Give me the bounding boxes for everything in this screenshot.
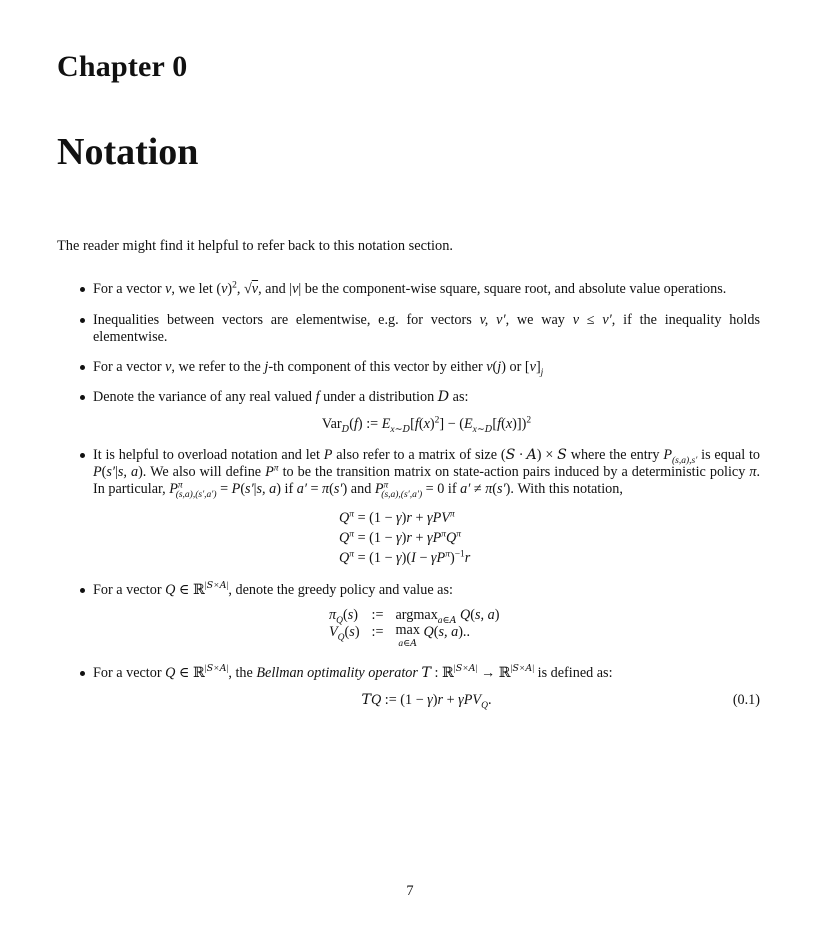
chapter-title: Notation [57,131,199,173]
text: , if the inequality holds elementwise. [93,312,760,345]
math-square: $(v)^2$ [216,280,237,297]
text: . We also will define [142,464,266,480]
q-equation-1: $Q^\pi = (1 - \gamma)r + \gamma PV^\pi$ [339,509,455,526]
math-Q-in-R: Q ∈ ℝ$^{|S\times A|}$ [165,580,229,598]
math-entry: $P_{(s,a),s'}$ [663,447,698,466]
math-size: (S · A) × S [500,447,567,463]
math-Ppi-zero: $P^\pi_{(s,a),(s',a')} = 0$ [374,480,445,500]
text: For a vector [93,582,166,598]
text: is equal to [697,447,760,463]
math-operator-signature: T : ℝ$^{|S\times A|}$ → ℝ$^{|S\times A|}$ [421,663,535,681]
math-vj: v(j) [486,359,506,375]
text: . In particular, [93,464,760,497]
greedy-policy-row: $\pi_Q(s)$ := argmax$_{a\in A}$ Q(s, a) [329,607,500,626]
chapter-label: Chapter 0 [57,50,188,83]
operator-name: Bellman optimality operator [256,665,418,681]
text: -th component of this vector by either [268,359,487,375]
variance-equation: Var$_D$(f) := $E_{x\sim D}[f(x)^2] - (E_{x\sim D}[f(x)])^2$ [321,415,532,435]
bullet-overload [57,447,760,568]
math-cond2: a′ ≠ π(s′) [460,481,511,497]
text: , the [228,665,257,681]
text: also refer to a matrix of size [332,447,501,463]
text: as: [449,389,469,405]
max-operator: max a∈A [395,622,420,649]
text: be the component-wise square, square root, and absolute value operations. [301,281,727,297]
argmax-word: argmax [395,607,438,623]
equation-number: (0.1) [732,692,760,708]
bellman-equation [93,692,760,709]
math-sqrt: √v [243,281,259,297]
bullet-vector-operations: For a vector v, we let $(v)^2$, √v, and |v| be the component-wise square, square root, and absolute value operations. [57,281,760,298]
text: and [347,481,375,497]
text: or [505,359,525,375]
bullet-inequalities [57,312,760,346]
math-vj-bracket: $[v]_j$ [524,359,544,378]
intro-paragraph: The reader might find it helpful to refer back to this notation section. [57,238,454,254]
text: , denote the greedy policy and value as: [228,582,453,598]
math-v: v [165,359,172,375]
bullet-component [57,359,760,376]
math-v: v [165,281,172,297]
math-vectors: v, v′ [479,312,506,328]
page-number: 7 [406,883,414,899]
math-pi: π [749,464,757,480]
max-word: max [395,622,420,638]
math-P: P [323,447,333,463]
text: Denote the variance of any real valued [93,389,316,405]
greedy-equations [323,607,505,651]
q-equation-2: $Q^\pi = (1 - \gamma)r + \gamma P^\pi Q^\pi$ [339,529,462,546]
text: , we way [505,312,573,328]
text: . With this notation, [510,481,623,497]
text: , we let [171,281,217,297]
bellman-formula: TQ := (1 − γ)r + γPV$_Q$. [361,692,492,711]
text: For a vector [93,665,166,681]
text: For a vector [93,359,166,375]
bullet-greedy [57,582,760,651]
math-Q-in-R: Q ∈ ℝ$^{|S\times A|}$ [165,663,229,681]
math-calD: D [437,389,450,405]
greedy-value-row: $V_Q(s)$ := max a∈A Q(s, a).. [329,622,471,649]
math-f: f [315,389,320,405]
math-prob: P(s′|s, a) [93,464,143,480]
text: if [444,481,461,497]
text: if [280,481,297,497]
text: It is helpful to overload notation and let [93,447,324,463]
text: , we refer to the [171,359,265,375]
text: , and [258,281,290,297]
math-Ppi: $P^\pi$ [265,463,279,480]
bullet-variance [57,389,760,433]
text: under a distribution [319,389,438,405]
text: For a vector [93,281,166,297]
q-equations [339,508,760,568]
math-leq: v ≤ v′ [572,312,612,328]
math-j: j [264,359,269,375]
math-cond1: a′ = π(s′) [296,481,348,497]
math-abs: |v| [289,281,302,297]
text: where the entry [566,447,664,463]
text: Inequalities between vectors are elementwise, e.g. for vectors [93,312,480,328]
notation-list [57,281,760,709]
text: to be the transition matrix on state-action pairs induced by a deterministic policy [278,464,750,480]
bullet-bellman [57,665,760,709]
var-word: Var [321,416,342,432]
math-Ppi-entry: $P^\pi_{(s,a),(s',a')} = P(s'|s$, a) [169,480,281,500]
q-equation-3: $Q^\pi = (1 - \gamma)(I - \gamma P^\pi)^{-1}r$ [339,549,471,566]
text: is defined as: [534,665,613,681]
